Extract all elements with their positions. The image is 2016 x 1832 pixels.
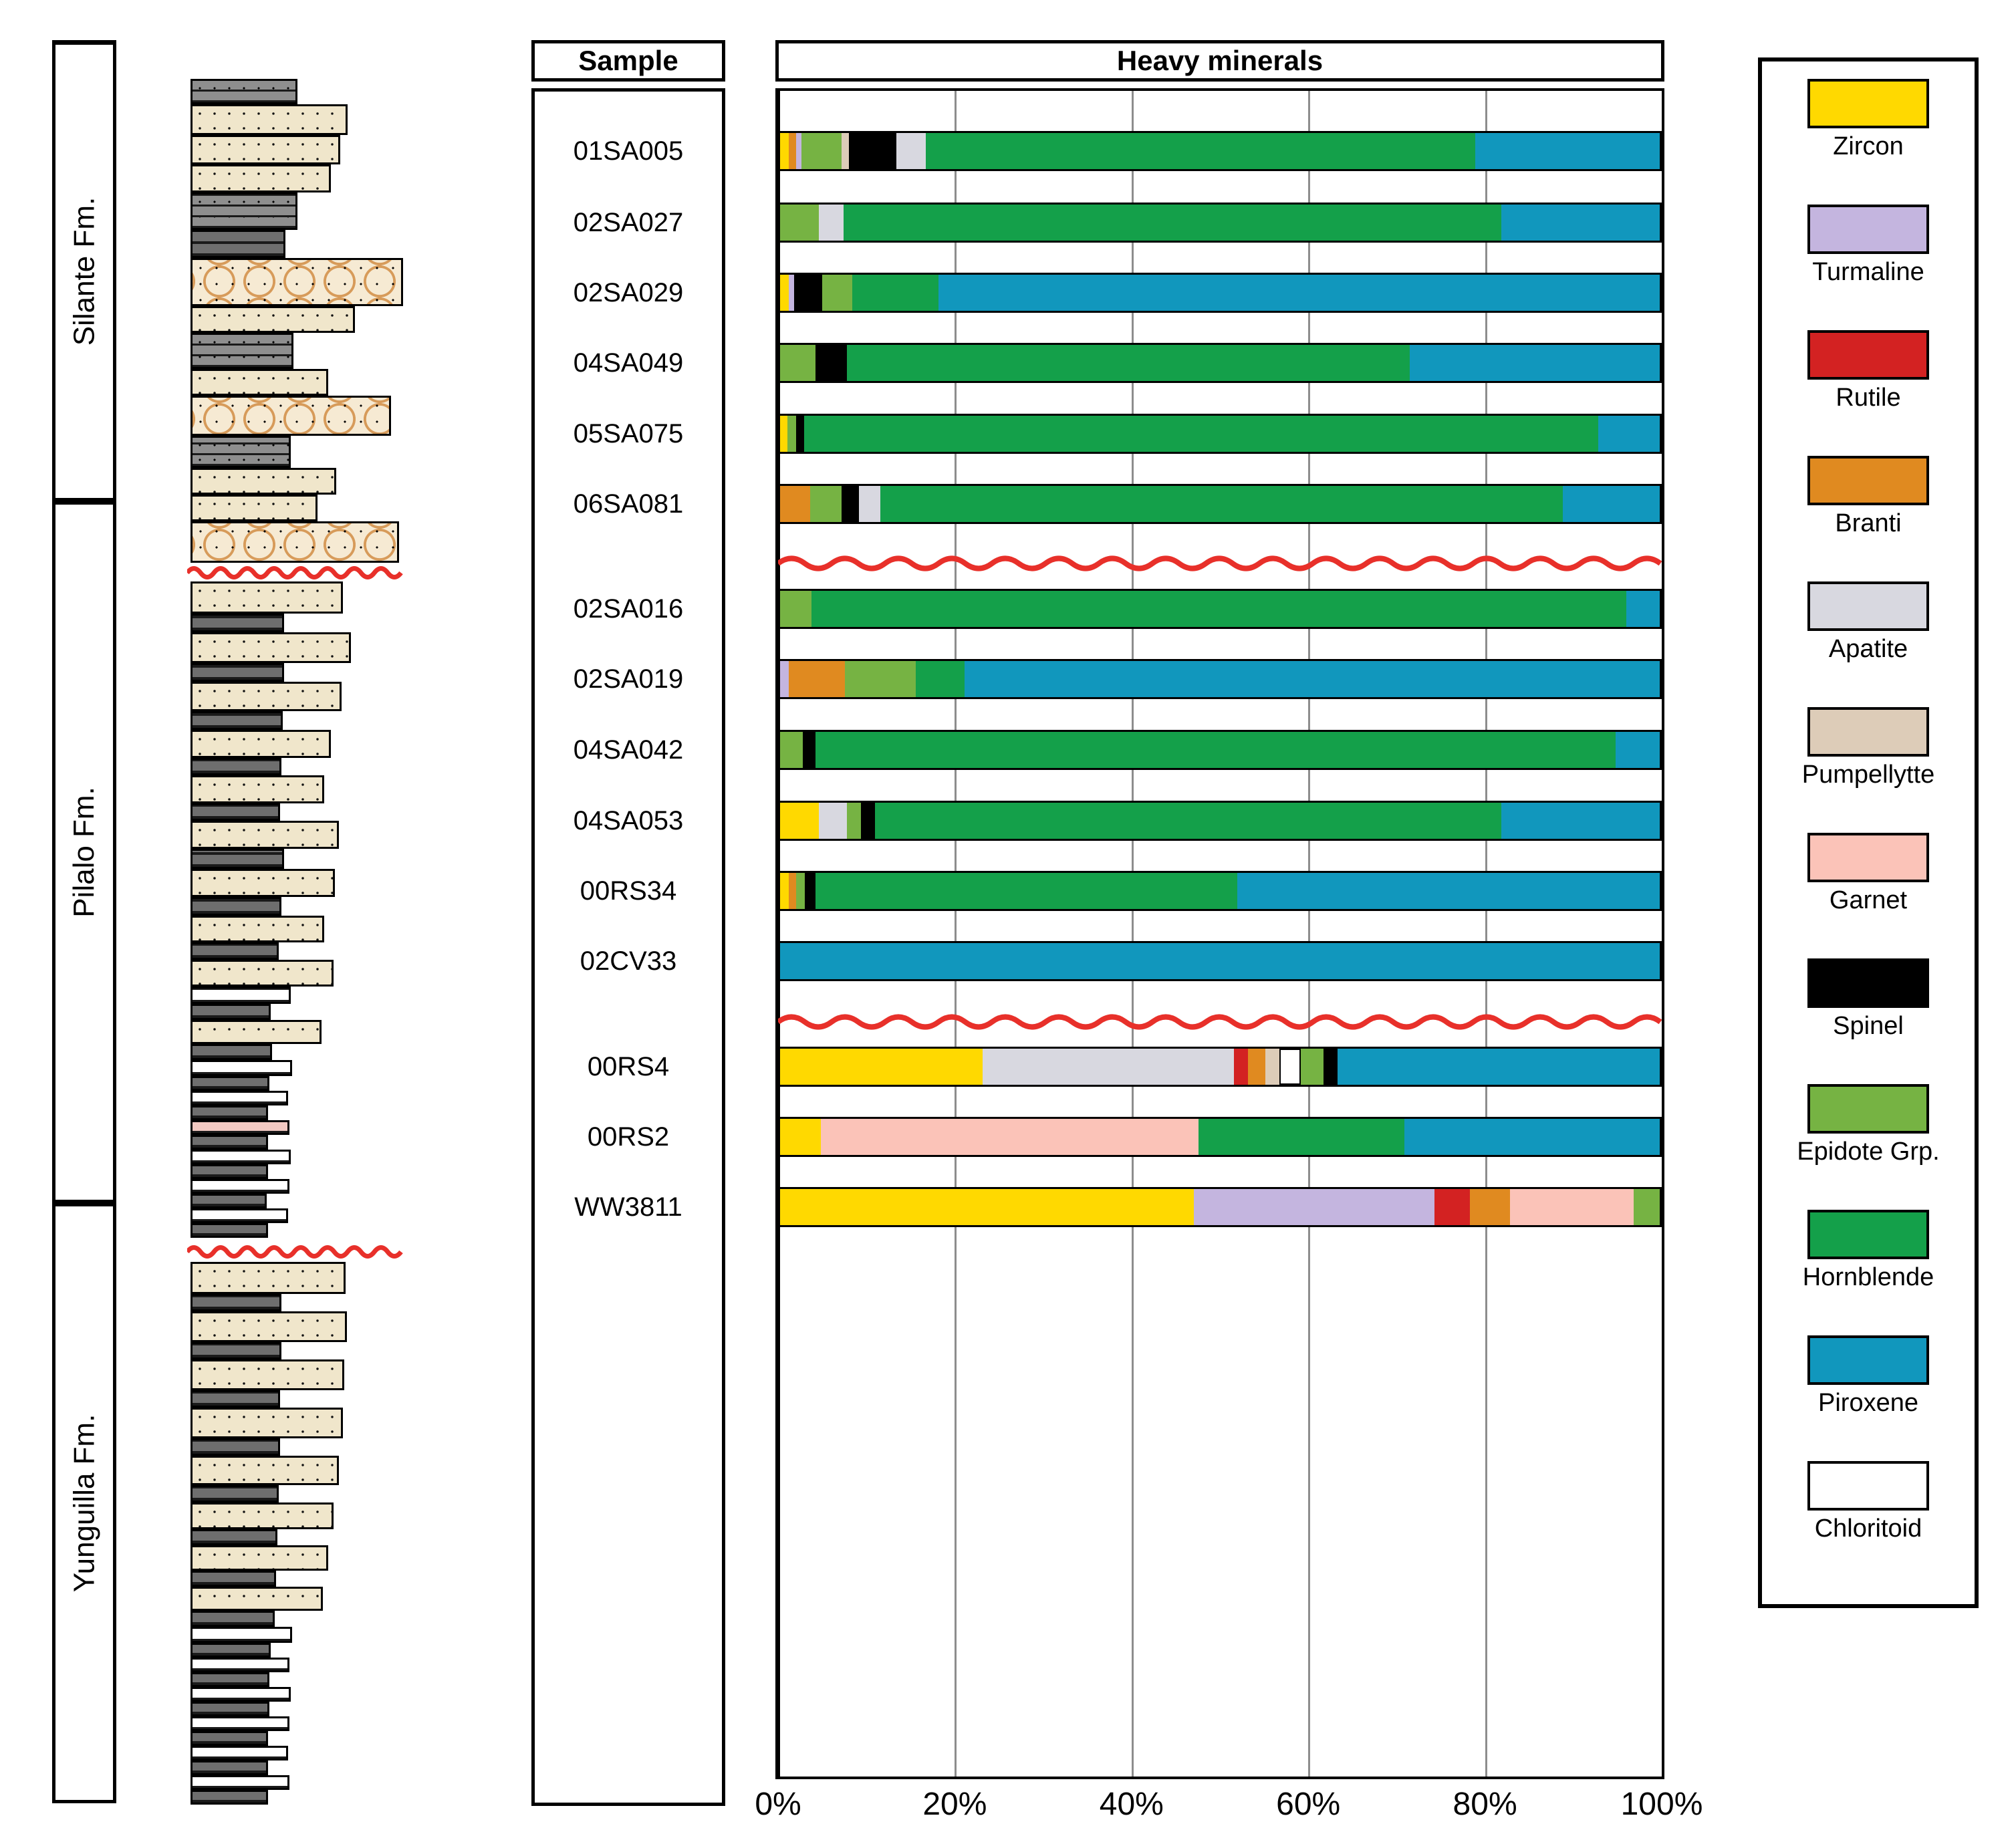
log-bed bbox=[191, 333, 293, 369]
log-bed bbox=[191, 897, 281, 916]
log-bed bbox=[191, 1135, 268, 1150]
log-bed bbox=[191, 632, 351, 663]
bar-segment-piroxene bbox=[1410, 345, 1660, 381]
legend-item bbox=[1762, 456, 1975, 538]
log-bed bbox=[191, 1438, 280, 1456]
stacked-bar bbox=[778, 941, 1662, 981]
sample-column-header: Sample bbox=[531, 40, 725, 82]
log-bed bbox=[191, 942, 279, 960]
log-bed bbox=[191, 1731, 268, 1746]
bar-segment-branti bbox=[1470, 1189, 1511, 1225]
bar-segment-hornblende bbox=[804, 416, 1598, 452]
bar-segment-branti bbox=[789, 133, 796, 169]
bar-segment-epidote-grp- bbox=[810, 486, 842, 522]
bar-segment-rutile bbox=[1234, 1049, 1248, 1085]
bar-segment-pumpellytte bbox=[842, 133, 849, 169]
log-bed bbox=[191, 1091, 288, 1105]
bar-segment-apatite bbox=[819, 803, 847, 839]
bar-segment-epidote-grp- bbox=[822, 275, 852, 311]
log-bed bbox=[191, 1105, 268, 1120]
bar-segment-spinel bbox=[815, 345, 847, 381]
legend-swatch-epidote-grp- bbox=[1807, 1084, 1929, 1134]
legend-item bbox=[1762, 833, 1975, 915]
log-bed bbox=[191, 1044, 272, 1060]
log-bed bbox=[191, 849, 284, 869]
stacked-bar bbox=[778, 730, 1662, 770]
bar-segment-epidote-grp- bbox=[801, 133, 842, 169]
log-bed bbox=[191, 1502, 334, 1529]
log-bed bbox=[191, 1120, 289, 1135]
x-axis-tick-label: 40% bbox=[1099, 1787, 1164, 1822]
formation-column bbox=[52, 40, 116, 1805]
bar-segment-zircon bbox=[780, 873, 789, 909]
formation-yunguilla bbox=[52, 1203, 116, 1803]
legend-swatch-rutile bbox=[1807, 330, 1929, 380]
log-bed bbox=[191, 1311, 347, 1342]
bar-segment-piroxene bbox=[938, 275, 1660, 311]
bar-segment-piroxene bbox=[1598, 416, 1660, 452]
legend-item bbox=[1762, 205, 1975, 287]
bar-segment-hornblende bbox=[1199, 1119, 1404, 1155]
bar-segment-hornblende bbox=[926, 133, 1475, 169]
log-bed bbox=[191, 230, 285, 258]
bar-segment-spinel bbox=[849, 133, 896, 169]
log-bed bbox=[191, 1687, 291, 1702]
sample-label: 06SA081 bbox=[573, 489, 684, 519]
bar-segment-epidote-grp- bbox=[787, 416, 796, 452]
unconformity-line bbox=[187, 564, 408, 581]
log-bed bbox=[191, 1164, 268, 1179]
stacked-bar bbox=[778, 659, 1662, 699]
stacked-bar bbox=[778, 1047, 1662, 1087]
log-bed bbox=[191, 1342, 281, 1359]
bar-segment-spinel bbox=[805, 873, 815, 909]
log-bed bbox=[191, 369, 328, 396]
bar-segment-piroxene bbox=[965, 661, 1660, 697]
legend-item bbox=[1762, 1210, 1975, 1292]
log-bed bbox=[191, 730, 331, 758]
x-axis-tick-label: 20% bbox=[922, 1787, 987, 1822]
log-bed bbox=[191, 1408, 343, 1438]
bar-segment-spinel bbox=[1324, 1049, 1338, 1085]
formation-label: Pilalo Fm. bbox=[68, 787, 100, 918]
log-bed bbox=[191, 1020, 322, 1044]
heavy-minerals-chart bbox=[775, 88, 1664, 1779]
legend-label: Pumpellytte bbox=[1801, 761, 1935, 789]
unconformity-line bbox=[778, 1012, 1662, 1032]
bar-segment-piroxene bbox=[1404, 1119, 1660, 1155]
stacked-bar bbox=[778, 273, 1662, 313]
chart-gridline bbox=[1662, 91, 1664, 1777]
legend-label: Rutile bbox=[1836, 384, 1901, 412]
bar-segment-epidote-grp- bbox=[780, 591, 811, 627]
legend-item bbox=[1762, 1461, 1975, 1543]
legend-swatch-pumpellytte bbox=[1807, 707, 1929, 757]
bar-segment-hornblende bbox=[852, 275, 938, 311]
sample-label: 02CV33 bbox=[580, 946, 677, 976]
bar-segment-branti bbox=[789, 661, 845, 697]
log-bed bbox=[191, 1179, 289, 1194]
log-bed bbox=[191, 711, 283, 730]
log-bed bbox=[191, 104, 348, 135]
log-bed bbox=[191, 987, 291, 1004]
bar-segment-apatite bbox=[859, 486, 880, 522]
legend-label: Spinel bbox=[1833, 1012, 1904, 1040]
legend-swatch-spinel bbox=[1807, 958, 1929, 1008]
bar-segment-zircon bbox=[780, 1049, 983, 1085]
legend-swatch-turmaline bbox=[1807, 205, 1929, 254]
bar-segment-spinel bbox=[803, 732, 815, 768]
stacked-bar bbox=[778, 1187, 1662, 1227]
bar-segment-epidote-grp- bbox=[780, 345, 815, 381]
bar-segment-epidote-grp- bbox=[1301, 1049, 1324, 1085]
log-bed bbox=[191, 192, 297, 230]
bar-segment-zircon bbox=[780, 1189, 1194, 1225]
legend-label: Piroxene bbox=[1818, 1389, 1918, 1417]
log-bed bbox=[191, 1485, 279, 1502]
bar-segment-piroxene bbox=[1626, 591, 1660, 627]
bar-segment-branti bbox=[1248, 1049, 1265, 1085]
log-bed bbox=[191, 1627, 292, 1643]
sample-label: 04SA049 bbox=[573, 348, 684, 378]
legend-label: Garnet bbox=[1829, 886, 1908, 914]
bar-segment-pumpellytte bbox=[1265, 1049, 1279, 1085]
legend-label: Turmaline bbox=[1812, 258, 1924, 286]
log-bed bbox=[191, 495, 318, 521]
log-bed bbox=[191, 1790, 268, 1805]
legend-label: Zircon bbox=[1833, 132, 1904, 160]
lithology-log bbox=[191, 79, 478, 1817]
stacked-bar bbox=[778, 131, 1662, 171]
stacked-bar bbox=[778, 589, 1662, 629]
bar-segment-epidote-grp- bbox=[780, 732, 803, 768]
bar-segment-piroxene bbox=[1501, 205, 1660, 241]
sample-label: 04SA042 bbox=[573, 735, 684, 765]
log-bed bbox=[191, 258, 403, 306]
bar-segment-hornblende bbox=[811, 591, 1626, 627]
legend-item bbox=[1762, 330, 1975, 412]
log-bed bbox=[191, 614, 284, 632]
log-bed bbox=[191, 468, 336, 495]
sample-label: 00RS4 bbox=[587, 1052, 670, 1081]
bar-segment-turmaline bbox=[1194, 1189, 1435, 1225]
log-bed bbox=[191, 916, 324, 942]
log-bed bbox=[191, 1760, 268, 1775]
log-bed bbox=[191, 79, 297, 104]
log-bed bbox=[191, 581, 343, 614]
legend-label: Branti bbox=[1835, 509, 1902, 537]
stacked-bar bbox=[778, 484, 1662, 524]
bar-segment-zircon bbox=[780, 1119, 821, 1155]
log-bed bbox=[191, 682, 342, 711]
legend-item bbox=[1762, 79, 1975, 161]
stacked-bar bbox=[778, 801, 1662, 841]
bar-segment-garnet bbox=[1510, 1189, 1633, 1225]
bar-segment-branti bbox=[780, 486, 810, 522]
bar-segment-zircon bbox=[780, 803, 819, 839]
log-bed bbox=[191, 821, 339, 849]
chart-header: Heavy minerals bbox=[775, 40, 1664, 82]
legend-swatch-apatite bbox=[1807, 581, 1929, 631]
formation-silante bbox=[52, 41, 116, 501]
log-bed bbox=[191, 1390, 280, 1408]
log-bed bbox=[191, 1456, 339, 1485]
log-bed bbox=[191, 1060, 292, 1076]
log-bed bbox=[191, 663, 284, 682]
bar-segment-epidote-grp- bbox=[1634, 1189, 1660, 1225]
bar-segment-hornblende bbox=[815, 873, 1238, 909]
x-axis-tick-label: 100% bbox=[1620, 1787, 1703, 1822]
log-bed bbox=[191, 1294, 281, 1311]
bar-segment-piroxene bbox=[1616, 732, 1660, 768]
bar-segment-spinel bbox=[796, 416, 804, 452]
x-axis-tick-label: 60% bbox=[1276, 1787, 1341, 1822]
x-axis-tick-label: 80% bbox=[1453, 1787, 1517, 1822]
log-bed bbox=[191, 960, 334, 987]
bar-segment-piroxene bbox=[1501, 803, 1660, 839]
legend-swatch-chloritoid bbox=[1807, 1461, 1929, 1511]
bar-segment-turmaline bbox=[780, 661, 789, 697]
log-bed bbox=[191, 135, 340, 164]
chart-legend bbox=[1758, 57, 1979, 1608]
legend-item bbox=[1762, 1084, 1975, 1166]
log-bed bbox=[191, 758, 281, 775]
legend-item bbox=[1762, 1335, 1975, 1418]
bar-segment-zircon bbox=[780, 133, 789, 169]
bar-segment-apatite bbox=[983, 1049, 1234, 1085]
bar-segment-epidote-grp- bbox=[845, 661, 915, 697]
sample-label: WW3811 bbox=[574, 1192, 682, 1222]
sample-label: 02SA019 bbox=[573, 664, 684, 694]
log-bed bbox=[191, 1658, 289, 1672]
log-bed bbox=[191, 1004, 271, 1020]
stacked-bar bbox=[778, 343, 1662, 383]
sample-label: 04SA053 bbox=[573, 806, 684, 835]
log-bed bbox=[191, 1150, 291, 1164]
log-bed bbox=[191, 1194, 267, 1208]
x-axis-tick-label: 0% bbox=[755, 1787, 801, 1822]
sample-label: 02SA016 bbox=[573, 594, 684, 624]
log-bed bbox=[191, 1587, 323, 1611]
bar-segment-epidote-grp- bbox=[847, 803, 861, 839]
unconformity-line bbox=[778, 553, 1662, 573]
bar-segment-epidote-grp- bbox=[796, 873, 805, 909]
log-bed bbox=[191, 521, 399, 563]
bar-segment-spinel bbox=[861, 803, 875, 839]
log-bed bbox=[191, 306, 355, 333]
bar-segment-piroxene bbox=[1475, 133, 1660, 169]
bar-segment-hornblende bbox=[847, 345, 1410, 381]
legend-swatch-garnet bbox=[1807, 833, 1929, 882]
log-bed bbox=[191, 1359, 344, 1390]
bar-segment-hornblende bbox=[844, 205, 1501, 241]
legend-label: Hornblende bbox=[1802, 1263, 1934, 1291]
bar-segment-hornblende bbox=[880, 486, 1563, 522]
bar-segment-apatite bbox=[819, 205, 844, 241]
legend-swatch-hornblende bbox=[1807, 1210, 1929, 1259]
legend-swatch-branti bbox=[1807, 456, 1929, 505]
legend-item bbox=[1762, 707, 1975, 789]
bar-segment-branti bbox=[789, 873, 796, 909]
log-bed bbox=[191, 1076, 269, 1091]
log-bed bbox=[191, 1775, 289, 1790]
log-bed bbox=[191, 1643, 271, 1658]
log-bed bbox=[191, 1262, 346, 1294]
log-bed bbox=[191, 1716, 289, 1731]
legend-swatch-zircon bbox=[1807, 79, 1929, 128]
legend-item bbox=[1762, 581, 1975, 664]
bar-segment-piroxene bbox=[1563, 486, 1660, 522]
unconformity-line bbox=[187, 1243, 408, 1261]
bar-segment-spinel bbox=[842, 486, 859, 522]
log-bed bbox=[191, 164, 331, 192]
bar-segment-apatite bbox=[896, 133, 926, 169]
log-bed bbox=[191, 1702, 269, 1716]
log-bed bbox=[191, 1529, 277, 1545]
bar-segment-epidote-grp- bbox=[780, 205, 819, 241]
bar-segment-hornblende bbox=[875, 803, 1501, 839]
bar-segment-zircon bbox=[780, 275, 789, 311]
bar-segment-hornblende bbox=[916, 661, 965, 697]
log-bed bbox=[191, 1208, 288, 1223]
bar-segment-rutile bbox=[1434, 1189, 1470, 1225]
log-bed bbox=[191, 1746, 288, 1760]
log-bed bbox=[191, 1571, 276, 1587]
log-bed bbox=[191, 1611, 275, 1627]
bar-segment-garnet bbox=[821, 1119, 1199, 1155]
legend-label: Epidote Grp. bbox=[1797, 1138, 1940, 1166]
log-bed bbox=[191, 396, 391, 436]
sample-label: 00RS34 bbox=[580, 876, 677, 906]
bar-segment-piroxene bbox=[780, 943, 1660, 979]
bar-segment-chloritoid bbox=[1279, 1049, 1301, 1085]
bar-segment-turmaline bbox=[796, 133, 801, 169]
log-bed bbox=[191, 775, 324, 803]
bar-segment-zircon bbox=[780, 416, 787, 452]
sample-label: 00RS2 bbox=[587, 1122, 670, 1152]
bar-segment-hornblende bbox=[815, 732, 1616, 768]
log-bed bbox=[191, 803, 280, 821]
stacked-bar bbox=[778, 203, 1662, 243]
log-bed bbox=[191, 1545, 328, 1571]
log-bed bbox=[191, 1672, 269, 1687]
bar-segment-turmaline bbox=[789, 275, 794, 311]
legend-swatch-piroxene bbox=[1807, 1335, 1929, 1385]
log-bed bbox=[191, 1223, 268, 1238]
stacked-bar bbox=[778, 1117, 1662, 1157]
bar-segment-piroxene bbox=[1237, 873, 1660, 909]
log-bed bbox=[191, 869, 335, 897]
legend-label: Apatite bbox=[1828, 635, 1908, 663]
sample-label: 05SA075 bbox=[573, 419, 684, 448]
sample-label: 02SA027 bbox=[573, 208, 684, 237]
log-bed bbox=[191, 436, 291, 468]
legend-item bbox=[1762, 958, 1975, 1041]
stacked-bar bbox=[778, 414, 1662, 454]
sample-label: 01SA005 bbox=[573, 136, 684, 166]
bar-segment-spinel bbox=[794, 275, 822, 311]
formation-label: Yunguilla Fm. bbox=[68, 1414, 101, 1593]
bar-segment-piroxene bbox=[1338, 1049, 1660, 1085]
sample-label: 02SA029 bbox=[573, 278, 684, 307]
formation-label: Silante Fm. bbox=[68, 197, 101, 346]
legend-label: Chloritoid bbox=[1814, 1515, 1922, 1543]
stacked-bar bbox=[778, 871, 1662, 911]
formation-pilalo bbox=[52, 501, 116, 1203]
